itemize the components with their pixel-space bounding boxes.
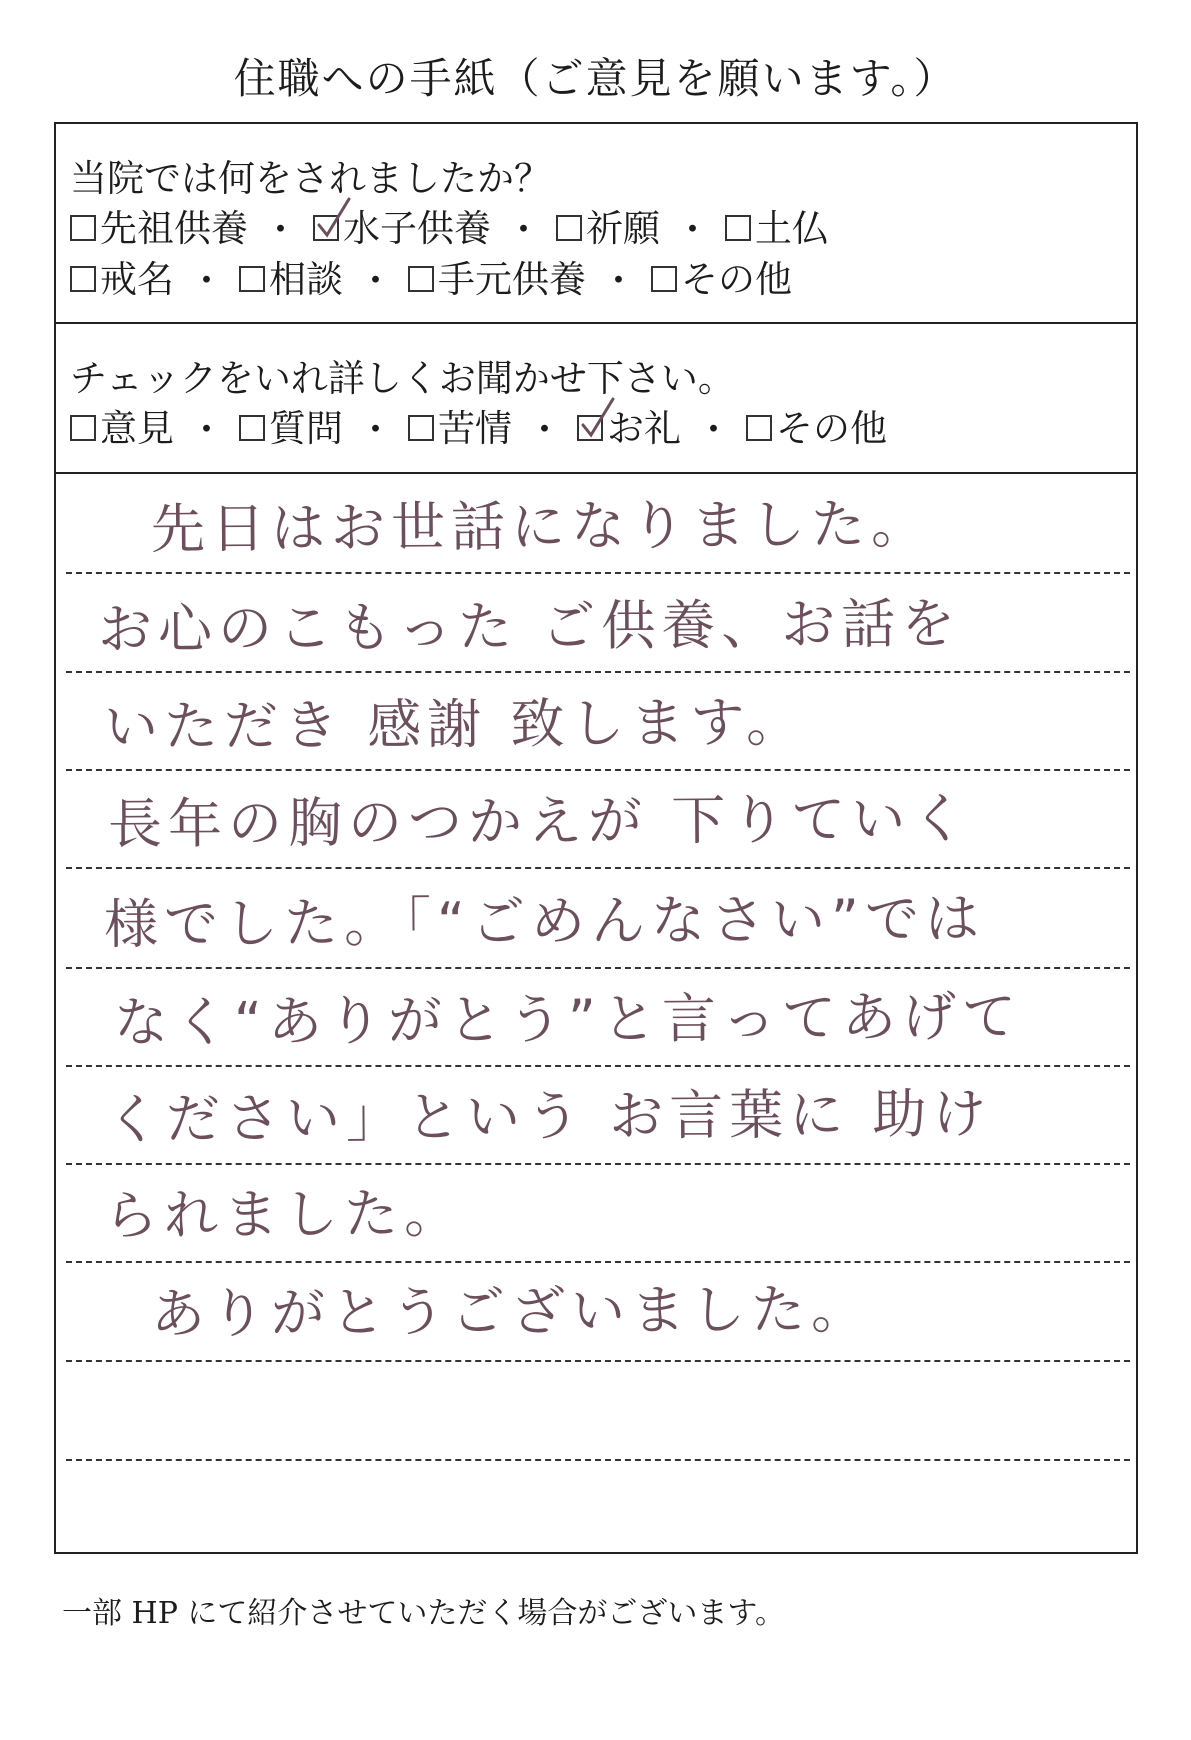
option-other-service[interactable] — [651, 255, 792, 305]
option-orei[interactable] — [577, 404, 681, 454]
option-label: 先祖供養 — [100, 207, 248, 250]
separator: ・ — [526, 408, 563, 451]
checkbox[interactable] — [725, 215, 751, 241]
message-line-7: ください」という お言葉に 助け — [105, 1081, 993, 1152]
question-service-label: 当院では何をされましたか？ — [70, 157, 551, 200]
ruled-line — [66, 1360, 1130, 1362]
checkmark-icon — [577, 395, 617, 443]
form-title: 住職への手紙（ご意見を願います。） — [233, 54, 958, 103]
message-line-5: 様でした。「“ごめんなさい”では — [103, 886, 986, 957]
footnote: 一部 HP にて紹介させていただく場合がございます。 — [62, 1596, 786, 1631]
ruled-line — [66, 769, 1130, 771]
option-tsuchibotoke[interactable] — [725, 204, 829, 254]
checkmark-icon — [313, 195, 353, 243]
checkbox[interactable] — [70, 266, 96, 292]
message-line-4: 長年の胸のつかえが 下りていく — [107, 786, 972, 857]
option-other-type[interactable] — [746, 404, 887, 454]
checkbox[interactable] — [239, 266, 265, 292]
checkbox[interactable] — [408, 415, 434, 441]
question-type-section — [56, 324, 1136, 474]
option-label: その他 — [776, 407, 887, 450]
option-temoto-kuyou[interactable] — [408, 255, 586, 305]
checkbox[interactable] — [651, 266, 677, 292]
separator: ・ — [505, 208, 542, 251]
option-label: 土仏 — [755, 207, 829, 250]
handwritten-message-area — [56, 474, 1136, 1554]
option-kigan[interactable] — [556, 204, 660, 254]
ruled-line — [66, 1065, 1130, 1067]
separator: ・ — [357, 259, 394, 302]
ruled-line — [66, 572, 1130, 574]
separator: ・ — [357, 408, 394, 451]
checkbox[interactable] — [408, 266, 434, 292]
ruled-line — [66, 967, 1130, 969]
option-shitsumon[interactable] — [239, 404, 343, 454]
option-label: 相談 — [269, 258, 343, 301]
option-mizuko-kuyou[interactable] — [313, 204, 491, 254]
checkbox[interactable] — [70, 415, 96, 441]
message-line-8: られました。 — [103, 1181, 465, 1248]
checkbox[interactable] — [70, 215, 96, 241]
checkbox[interactable] — [556, 215, 582, 241]
option-label: 手元供養 — [438, 258, 586, 301]
message-line-3: いただき 感謝 致します。 — [103, 690, 807, 759]
separator: ・ — [695, 408, 732, 451]
separator: ・ — [188, 408, 225, 451]
option-label: 水子供養 — [343, 207, 491, 250]
message-line-6: なく“ありがとう”と言ってあげて — [113, 984, 1023, 1055]
type-options-row — [70, 404, 1136, 455]
ruled-line — [66, 1261, 1130, 1263]
checkbox[interactable] — [239, 415, 265, 441]
service-options-row-2 — [70, 255, 1136, 306]
option-label: 戒名 — [100, 258, 174, 301]
option-label: お礼 — [607, 407, 681, 450]
separator: ・ — [600, 259, 637, 302]
separator: ・ — [188, 259, 225, 302]
option-label: 苦情 — [438, 407, 512, 450]
option-label: 質問 — [269, 407, 343, 450]
message-line-1: 先日はお世話になりました。 — [150, 492, 932, 561]
message-line-2: お心のこもった ご供養、お話を — [97, 591, 962, 662]
checkbox[interactable] — [746, 415, 772, 441]
option-senzo-kuyou[interactable] — [70, 204, 248, 254]
ruled-line — [66, 1459, 1130, 1461]
option-label: 祈願 — [586, 207, 660, 250]
ruled-line — [66, 671, 1130, 673]
checkbox-checked[interactable] — [313, 215, 339, 241]
option-soudan[interactable] — [239, 255, 343, 305]
ruled-line — [66, 1163, 1130, 1165]
letter-form — [54, 122, 1138, 1554]
separator: ・ — [262, 208, 299, 251]
question-service-section — [56, 124, 1136, 324]
question-type-label: チェックをいれ詳しくお聞かせ下さい。 — [70, 357, 735, 400]
option-kaimyou[interactable] — [70, 255, 174, 305]
service-options-row-1 — [70, 204, 1136, 255]
option-iken[interactable] — [70, 404, 174, 454]
checkbox-checked[interactable] — [577, 415, 603, 441]
message-line-9: ありがとうございました。 — [150, 1277, 872, 1346]
separator: ・ — [674, 208, 711, 251]
option-kujou[interactable] — [408, 404, 512, 454]
ruled-line — [66, 867, 1130, 869]
option-label: 意見 — [100, 407, 174, 450]
option-label: その他 — [681, 258, 792, 301]
